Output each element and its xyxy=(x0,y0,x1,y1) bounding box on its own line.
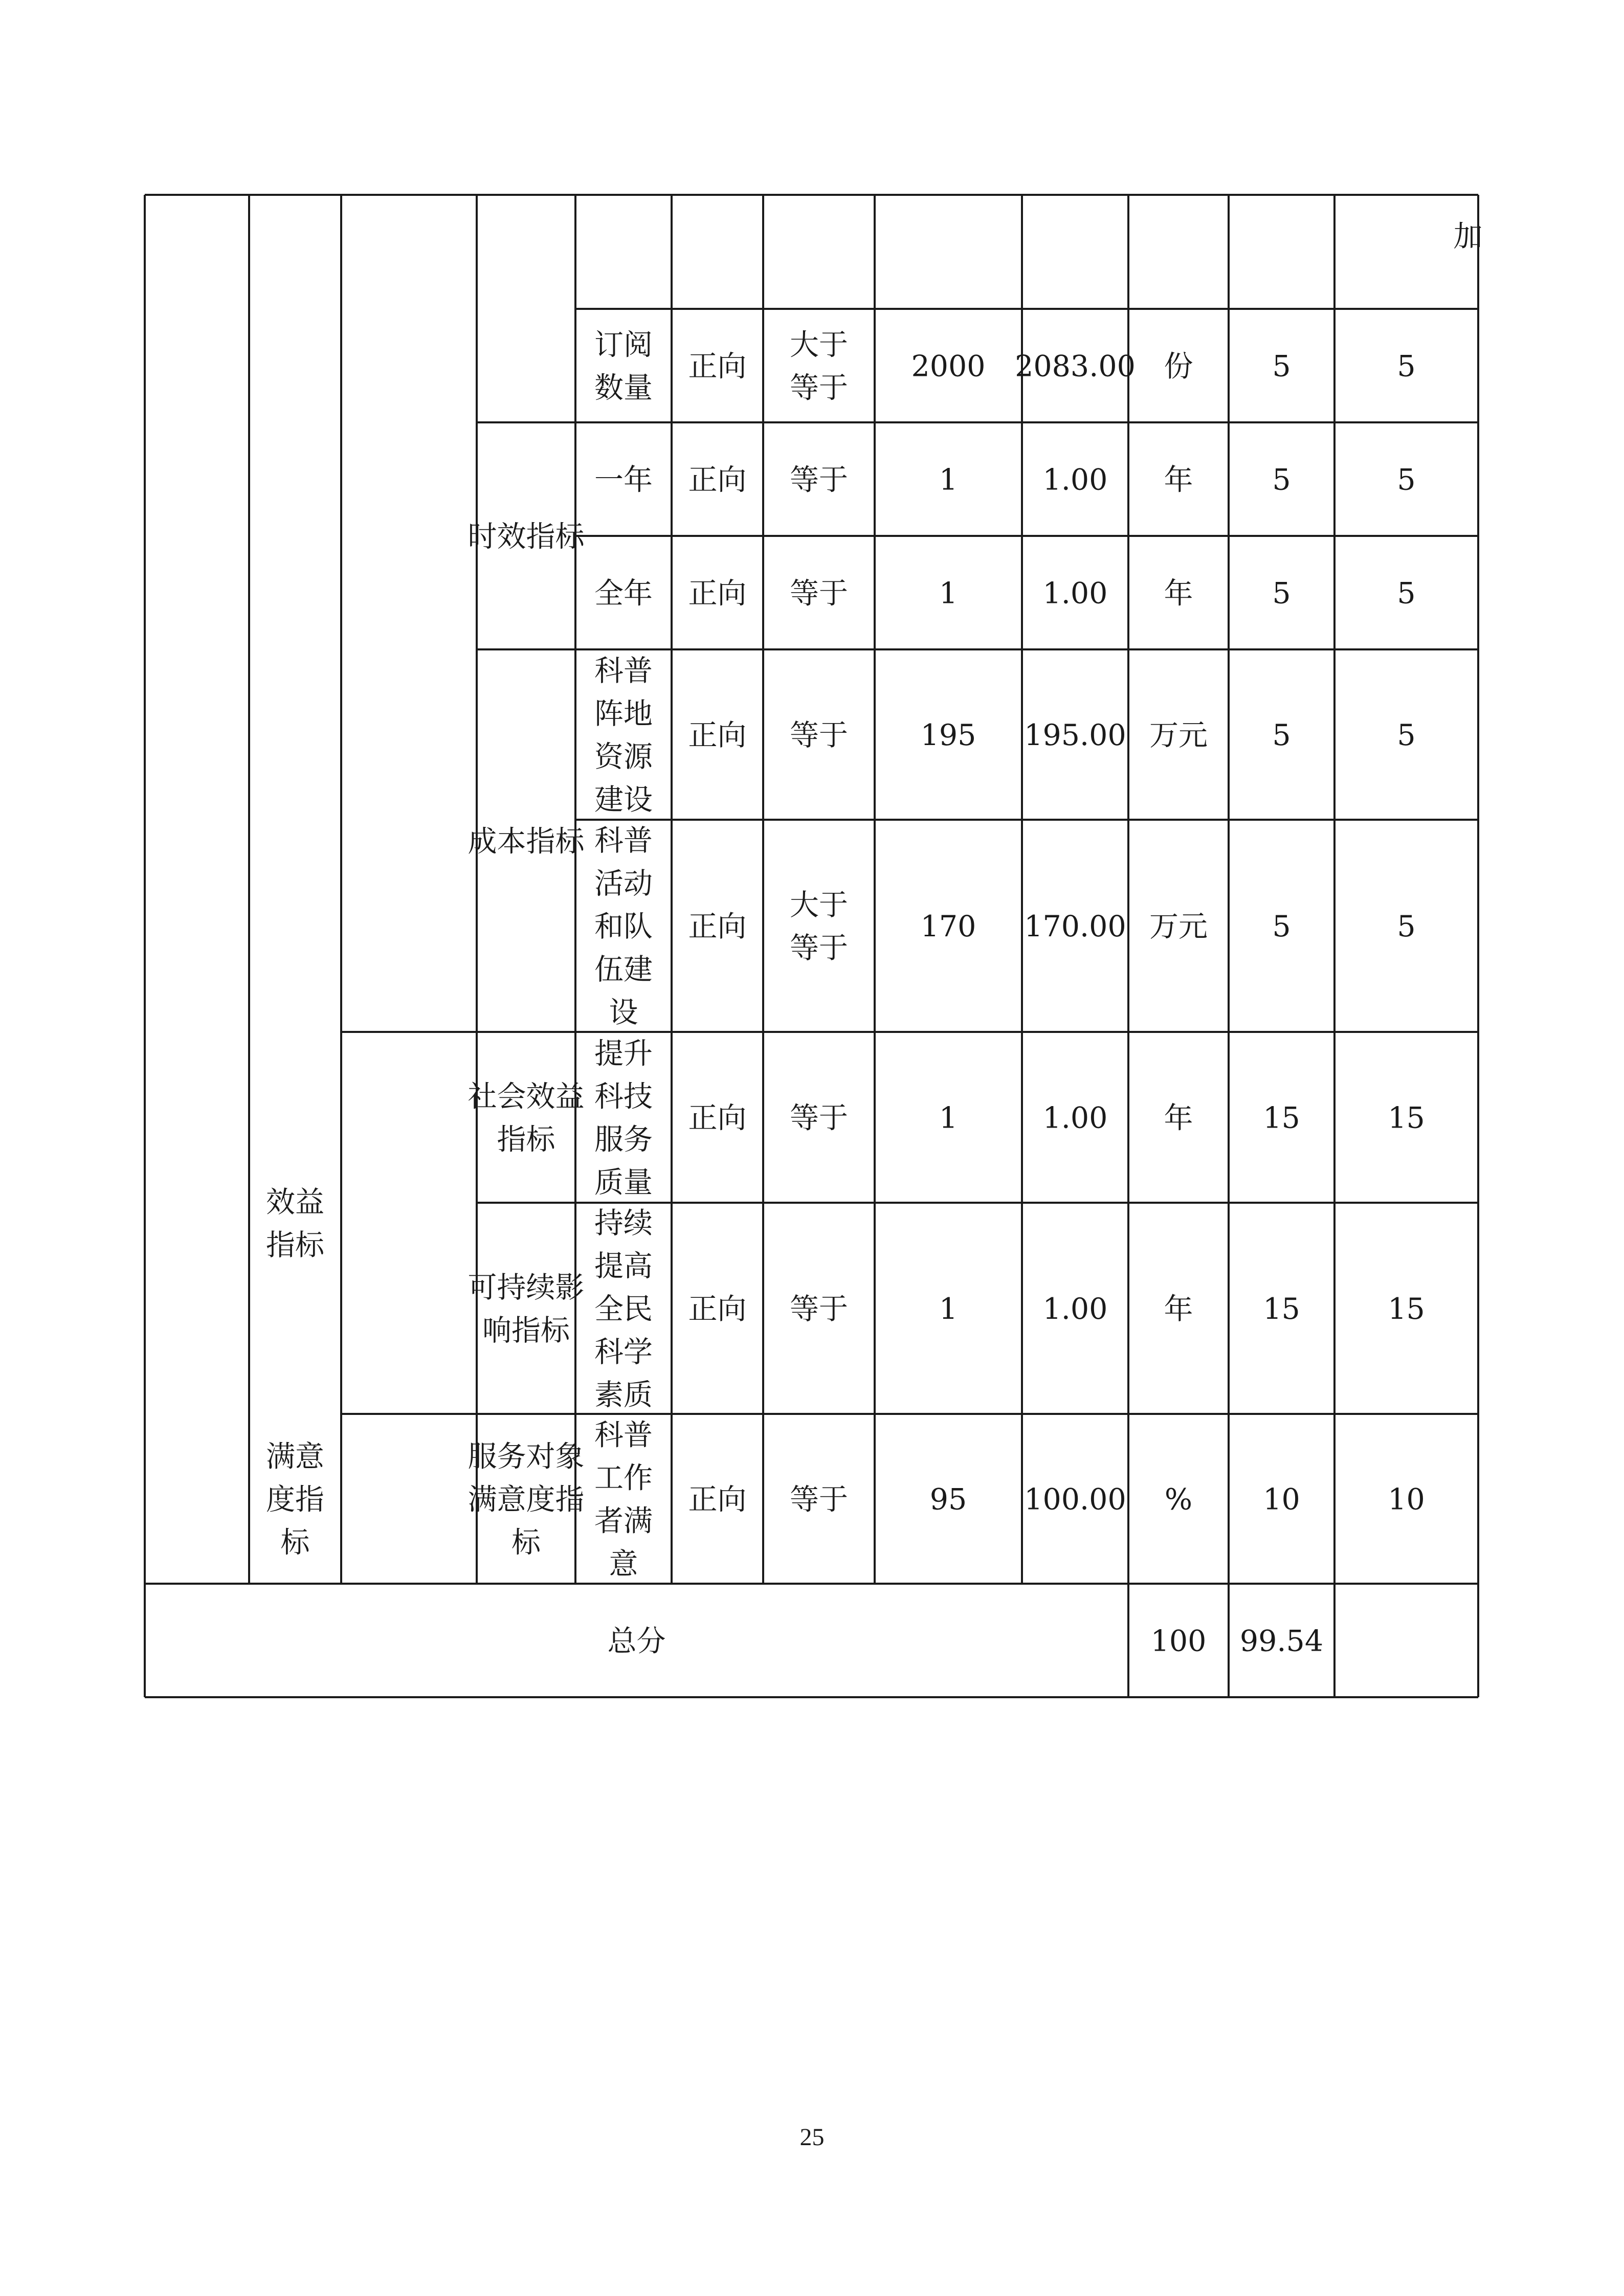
indicator-cell-line: 伍建 xyxy=(594,953,653,987)
indicator-cell-line: 者满 xyxy=(594,1504,653,1538)
indicator-cell xyxy=(594,577,653,611)
indicator-cell-line: 素质 xyxy=(594,1378,653,1412)
unit-cell-line: 万元 xyxy=(1149,718,1208,753)
actual-value-cell-line: 100.00 xyxy=(1024,1482,1126,1517)
sub-category-sustainable-impact-line: 可持续影 xyxy=(468,1271,585,1305)
score-cell xyxy=(1388,1101,1425,1135)
target-value-cell xyxy=(939,1292,958,1326)
category-satisfaction xyxy=(266,1440,324,1560)
target-value-cell-line: 170 xyxy=(920,910,976,944)
actual-value-cell xyxy=(1015,350,1136,384)
target-value-cell-line: 2000 xyxy=(911,349,986,384)
sub-category-sustainable-impact xyxy=(468,1271,585,1347)
actual-value-cell-line: 1.00 xyxy=(1042,576,1108,611)
weight-cell-line: 5 xyxy=(1272,463,1291,497)
weight-cell xyxy=(1272,463,1291,497)
unit-cell-line: 年 xyxy=(1164,1292,1193,1326)
actual-value-cell xyxy=(1024,1483,1126,1517)
actual-value-cell xyxy=(1043,1101,1108,1135)
category-benefit-line: 效益 xyxy=(266,1185,324,1220)
score-cell-line: 10 xyxy=(1388,1482,1425,1517)
total-label xyxy=(608,1625,666,1658)
target-value-cell-line: 1 xyxy=(939,1101,958,1135)
indicator-cell-line: 科普 xyxy=(594,1418,653,1452)
operator-cell-line: 等于 xyxy=(790,718,848,753)
target-value-cell xyxy=(911,350,985,384)
indicator-cell-line: 工作 xyxy=(594,1461,653,1495)
operator-cell-line: 等于 xyxy=(790,576,848,611)
direction-cell-line: 正向 xyxy=(688,1482,747,1517)
unit-cell xyxy=(1164,1292,1193,1326)
score-cell xyxy=(1397,577,1415,611)
unit-cell-line: 年 xyxy=(1164,1101,1193,1135)
weight-cell-line: 5 xyxy=(1272,718,1291,753)
score-cell-line: 5 xyxy=(1397,718,1416,753)
indicator-cell-line: 资源 xyxy=(594,740,653,774)
direction-cell xyxy=(688,718,747,752)
sub-category-service-satisfaction-line: 服务对象 xyxy=(468,1439,585,1474)
sub-category-timeliness xyxy=(468,520,586,554)
indicator-cell xyxy=(594,1206,653,1412)
weight-cell-line: 5 xyxy=(1272,349,1291,384)
actual-value-cell-line: 1.00 xyxy=(1042,1292,1108,1326)
unit-cell xyxy=(1149,718,1208,752)
indicator-cell-line: 科学 xyxy=(594,1335,653,1369)
sub-category-timeliness-line: 时效指标 xyxy=(468,520,585,554)
actual-value-cell xyxy=(1024,718,1126,752)
actual-value-cell xyxy=(1043,577,1108,611)
target-value-cell xyxy=(939,463,958,497)
weight-cell xyxy=(1263,1292,1300,1326)
unit-cell xyxy=(1164,1101,1193,1135)
direction-cell xyxy=(688,463,747,497)
unit-cell xyxy=(1165,1483,1192,1517)
sub-category-service-satisfaction xyxy=(468,1440,585,1560)
indicator-cell-line: 全年 xyxy=(594,576,653,611)
weight-cell xyxy=(1263,1101,1300,1135)
indicator-cell-line: 设 xyxy=(609,996,638,1030)
target-value-cell xyxy=(930,1483,967,1517)
operator-cell-line: 等于 xyxy=(790,371,848,405)
sub-category-sustainable-impact-line: 响指标 xyxy=(482,1314,570,1348)
weight-cell-line: 5 xyxy=(1272,576,1291,611)
indicator-cell-line: 建设 xyxy=(594,783,653,817)
weight-cell xyxy=(1272,577,1291,611)
operator-cell xyxy=(790,1483,848,1517)
indicator-cell-line: 意 xyxy=(609,1547,638,1581)
indicator-cell-line: 数量 xyxy=(594,371,653,405)
direction-cell-line: 正向 xyxy=(688,910,747,944)
operator-cell-line: 等于 xyxy=(790,1101,848,1135)
operator-cell-line: 等于 xyxy=(790,931,848,965)
indicator-cell-line: 提高 xyxy=(594,1249,653,1284)
actual-value-cell-line: 1.00 xyxy=(1042,463,1108,497)
direction-cell-line: 正向 xyxy=(688,349,747,384)
sub-category-social-benefit-line: 社会效益 xyxy=(468,1079,585,1114)
indicator-cell-line: 服务 xyxy=(594,1122,653,1157)
weight-cell xyxy=(1272,718,1291,752)
score-cell-line: 5 xyxy=(1397,349,1416,384)
actual-value-cell xyxy=(1043,463,1108,497)
score-cell-line: 15 xyxy=(1388,1101,1425,1135)
indicator-cell-line: 质量 xyxy=(594,1165,653,1200)
target-value-cell-line: 1 xyxy=(939,1292,958,1326)
indicator-cell-line: 一年 xyxy=(594,463,653,497)
direction-cell-line: 正向 xyxy=(688,1292,747,1326)
direction-cell xyxy=(688,1292,747,1326)
indicator-cell xyxy=(594,1037,653,1200)
operator-cell xyxy=(790,1101,848,1135)
actual-value-cell xyxy=(1024,910,1126,943)
direction-cell xyxy=(688,910,747,943)
total-weight xyxy=(1151,1625,1207,1658)
operator-cell xyxy=(790,463,848,497)
direction-cell-line: 正向 xyxy=(688,463,747,497)
unit-cell xyxy=(1164,463,1193,497)
indicator-cell xyxy=(594,824,653,1029)
score-cell xyxy=(1397,718,1415,752)
operator-cell-line: 大于 xyxy=(790,328,848,362)
actual-value-cell-line: 2083.00 xyxy=(1015,349,1136,384)
score-cell-line: 5 xyxy=(1397,576,1416,611)
score-cell xyxy=(1388,1483,1425,1517)
score-cell-line: 15 xyxy=(1388,1292,1425,1326)
direction-cell xyxy=(688,1101,747,1135)
weight-cell-line: 15 xyxy=(1263,1292,1300,1326)
direction-cell xyxy=(688,350,747,384)
sub-category-social-benefit xyxy=(468,1080,585,1157)
unit-cell-line: 份 xyxy=(1164,349,1193,384)
indicator-cell xyxy=(594,463,653,497)
target-value-cell xyxy=(939,577,958,611)
weight-cell xyxy=(1272,910,1291,943)
actual-value-cell-line: 195.00 xyxy=(1024,718,1126,753)
score-cell xyxy=(1397,910,1415,943)
sub-category-social-benefit-line: 指标 xyxy=(497,1122,555,1157)
direction-cell-line: 正向 xyxy=(688,576,747,611)
unit-cell-line: 年 xyxy=(1164,463,1193,497)
operator-cell xyxy=(790,577,848,611)
score-cell-line: 5 xyxy=(1397,463,1416,497)
weight-cell-line: 10 xyxy=(1263,1482,1300,1517)
sub-category-cost xyxy=(468,825,586,859)
actual-value-cell-line: 170.00 xyxy=(1024,910,1126,944)
indicator-cell xyxy=(594,1419,653,1581)
indicator-cell-line: 订阅 xyxy=(594,328,653,362)
target-value-cell-line: 1 xyxy=(939,463,958,497)
category-benefit-line: 指标 xyxy=(266,1228,324,1263)
direction-cell xyxy=(688,1483,747,1517)
weight-cell-line: 15 xyxy=(1263,1101,1300,1135)
total-score xyxy=(1240,1625,1323,1658)
unit-cell xyxy=(1164,577,1193,611)
operator-cell-line: 大于 xyxy=(790,888,848,922)
sub-category-service-satisfaction-line: 标 xyxy=(511,1525,541,1560)
indicator-cell-line: 和队 xyxy=(594,910,653,944)
remark-cell-line: 加 xyxy=(1453,219,1483,254)
indicator-cell-line: 提升 xyxy=(594,1037,653,1071)
actual-value-cell xyxy=(1043,1292,1108,1326)
indicator-cell xyxy=(594,328,653,405)
unit-cell-line: 年 xyxy=(1164,576,1193,611)
direction-cell-line: 正向 xyxy=(688,718,747,753)
indicator-cell-line: 科普 xyxy=(594,824,653,858)
score-cell xyxy=(1397,350,1415,384)
direction-cell-line: 正向 xyxy=(688,1101,747,1135)
unit-cell-line: % xyxy=(1164,1482,1193,1517)
category-satisfaction-line: 度指 xyxy=(266,1482,324,1517)
category-satisfaction-line: 标 xyxy=(280,1525,310,1560)
total-label-line: 总分 xyxy=(607,1624,666,1658)
indicator-cell-line: 持续 xyxy=(594,1206,653,1241)
unit-cell xyxy=(1164,350,1193,384)
unit-cell-line: 万元 xyxy=(1149,910,1208,944)
target-value-cell-line: 1 xyxy=(939,576,958,611)
indicator-cell-line: 全民 xyxy=(594,1292,653,1326)
unit-cell xyxy=(1149,910,1208,943)
operator-cell xyxy=(790,328,848,405)
indicator-cell-line: 活动 xyxy=(594,867,653,901)
category-benefit xyxy=(266,1185,325,1262)
operator-cell-line: 等于 xyxy=(790,1482,848,1517)
indicator-cell-line: 阵地 xyxy=(594,697,653,731)
total-score-line: 99.54 xyxy=(1239,1624,1324,1658)
sub-category-cost-line: 成本指标 xyxy=(468,824,585,859)
sub-category-service-satisfaction-line: 满意度指 xyxy=(468,1482,585,1517)
target-value-cell-line: 95 xyxy=(929,1482,967,1517)
operator-cell xyxy=(790,1292,848,1326)
indicator-cell-line: 科技 xyxy=(594,1079,653,1114)
target-value-cell xyxy=(939,1101,958,1135)
indicator-cell-line: 科普 xyxy=(594,654,653,688)
score-cell xyxy=(1397,463,1415,497)
score-cell-line: 5 xyxy=(1397,910,1416,944)
direction-cell xyxy=(688,577,747,611)
weight-cell xyxy=(1272,350,1291,384)
target-value-cell xyxy=(921,910,976,943)
total-weight-line: 100 xyxy=(1150,1624,1207,1658)
category-satisfaction-line: 满意 xyxy=(266,1439,324,1474)
weight-cell-line: 5 xyxy=(1272,910,1291,944)
operator-cell-line: 等于 xyxy=(790,1292,848,1326)
score-cell xyxy=(1388,1292,1425,1326)
actual-value-cell-line: 1.00 xyxy=(1042,1101,1108,1135)
target-value-cell xyxy=(921,718,976,752)
indicator-cell xyxy=(594,654,653,817)
target-value-cell-line: 195 xyxy=(920,718,976,753)
operator-cell xyxy=(790,718,848,752)
remark-cell xyxy=(1454,220,1483,254)
page-number: 25 xyxy=(799,2124,825,2151)
weight-cell xyxy=(1263,1483,1300,1517)
operator-cell-line: 等于 xyxy=(790,463,848,497)
operator-cell xyxy=(790,888,848,965)
